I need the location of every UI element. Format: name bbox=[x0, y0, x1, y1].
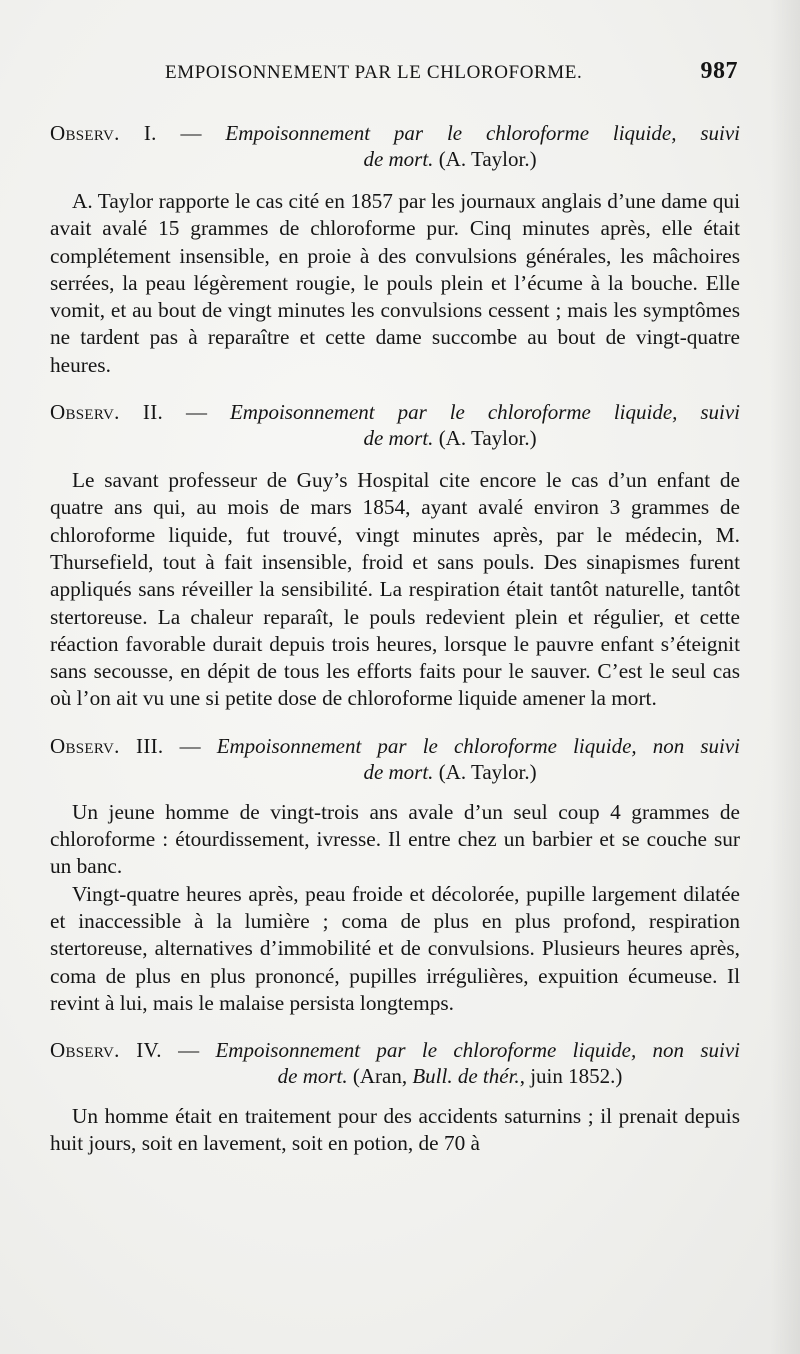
spine-shadow bbox=[770, 0, 800, 1354]
observation-paragraph: Vingt-quatre heures après, peau froide et décolorée, pupille largement dilatée et inaccessible à la lumière ; coma de plus en plus profond, respiration stertoreuse, alternatives d’immobilité et de convulsions. Plusieurs heures après, coma de plus en plus prononcé, pupilles irrégulières, expuition écumeuse. Il revint à lui, mais le malaise persista longtemps. bbox=[50, 881, 740, 1015]
observation-heading bbox=[50, 399, 740, 425]
observation-paragraph: Le savant professeur de Guy’s Hospital cite encore le cas d’un enfant de quatre ans qui, au mois de mars 1854, ayant avalé environ 3 grammes de chloroforme liquide, fut trouvé, vingt minutes après, par le médecin, M. Thursefield, tout à fait insensible, froid et sans pouls. Des sinapismes furent appliqués sans réveiller la sensibilité. La respiration était tantôt naturelle, tantôt stertoreuse. La chaleur reparaît, le pouls redevient plein et régulier, et cette réaction favorable durait depuis trois heures, lorsque le pauvre enfant s’éteignit sans secousse, en dépit de tous les efforts faits pour le sauver. C’est le seul cas où l’on ait vu une si petite dose de chloroforme liquide amener la mort. bbox=[50, 468, 740, 711]
page-number: 987 bbox=[700, 58, 738, 84]
observation-heading bbox=[50, 1037, 740, 1063]
observation-label: Observ. I. bbox=[50, 121, 157, 145]
observation-3 bbox=[50, 733, 740, 1017]
observation-title-continued: de mort. bbox=[363, 147, 434, 171]
observation-heading-continued bbox=[50, 759, 740, 785]
observation-source-journal: Bull. de thér. bbox=[412, 1064, 520, 1089]
observation-title-continued: de mort. bbox=[363, 759, 434, 784]
observation-paragraph: Un jeune homme de vingt-trois ans avale d’un seul coup 4 grammes de chloroforme : étourdissement, ivresse. Il entre chez un barbier et se couche sur un banc. bbox=[50, 799, 740, 879]
observation-paragraph: Un homme était en traitement pour des accidents saturnins ; il prenait depuis huit jours, soit en lavement, soit en potion, de 70 à bbox=[50, 1104, 740, 1156]
observation-title-continued: de mort. bbox=[277, 1064, 348, 1089]
observation-title-continued: de mort. bbox=[363, 426, 434, 451]
observation-heading bbox=[50, 120, 740, 146]
observation-1 bbox=[50, 120, 740, 379]
heading-dash: — bbox=[161, 1038, 216, 1063]
observation-label: Observ. II. bbox=[50, 400, 164, 425]
observation-title: Empoisonnement par le chloroforme liquide, non suivi bbox=[216, 733, 740, 758]
observation-source-suffix: , juin 1852.) bbox=[519, 1064, 623, 1089]
heading-dash: — bbox=[163, 733, 217, 758]
observation-heading-continued bbox=[50, 146, 740, 172]
observation-source: (A. Taylor.) bbox=[433, 759, 537, 784]
observation-source-prefix: (Aran, bbox=[347, 1064, 413, 1089]
observation-4 bbox=[50, 1037, 740, 1158]
observation-heading bbox=[50, 733, 740, 759]
observation-heading-continued bbox=[50, 425, 740, 451]
heading-dash: — bbox=[163, 400, 230, 425]
observation-source: (A. Taylor.) bbox=[433, 147, 537, 171]
page-body bbox=[50, 120, 740, 1158]
observation-title: Empoisonnement par le chloroforme liquide, suivi bbox=[225, 121, 740, 145]
observation-label: Observ. IV. bbox=[50, 1038, 162, 1063]
heading-dash: — bbox=[156, 121, 226, 145]
observation-title: Empoisonnement par le chloroforme liquide, non suivi bbox=[215, 1038, 740, 1063]
observation-2 bbox=[50, 399, 740, 713]
observation-paragraph: A. Taylor rapporte le cas cité en 1857 par les journaux anglais d’une dame qui avait avalé 15 grammes de chloroforme pur. Cinq minutes après, elle était complétement insensible, en proie à des convulsions générales, les mâchoires serrées, la peau légèrement rougie, le pouls plein et l’écume à la bouche. Elle vomit, et au bout de vingt minutes les convulsions cessent ; mais les symptômes ne tardent pas à reparaître et cette dame succombe au bout de vingt-quatre heures. bbox=[50, 189, 740, 377]
observation-source: (A. Taylor.) bbox=[433, 426, 537, 451]
running-title: EMPOISONNEMENT PAR LE CHLOROFORME. bbox=[165, 62, 583, 83]
observation-heading-continued bbox=[50, 1063, 740, 1089]
observation-title: Empoisonnement par le chloroforme liquide, suivi bbox=[229, 400, 741, 425]
observation-label: Observ. III. bbox=[50, 733, 164, 758]
page-header bbox=[48, 58, 738, 92]
